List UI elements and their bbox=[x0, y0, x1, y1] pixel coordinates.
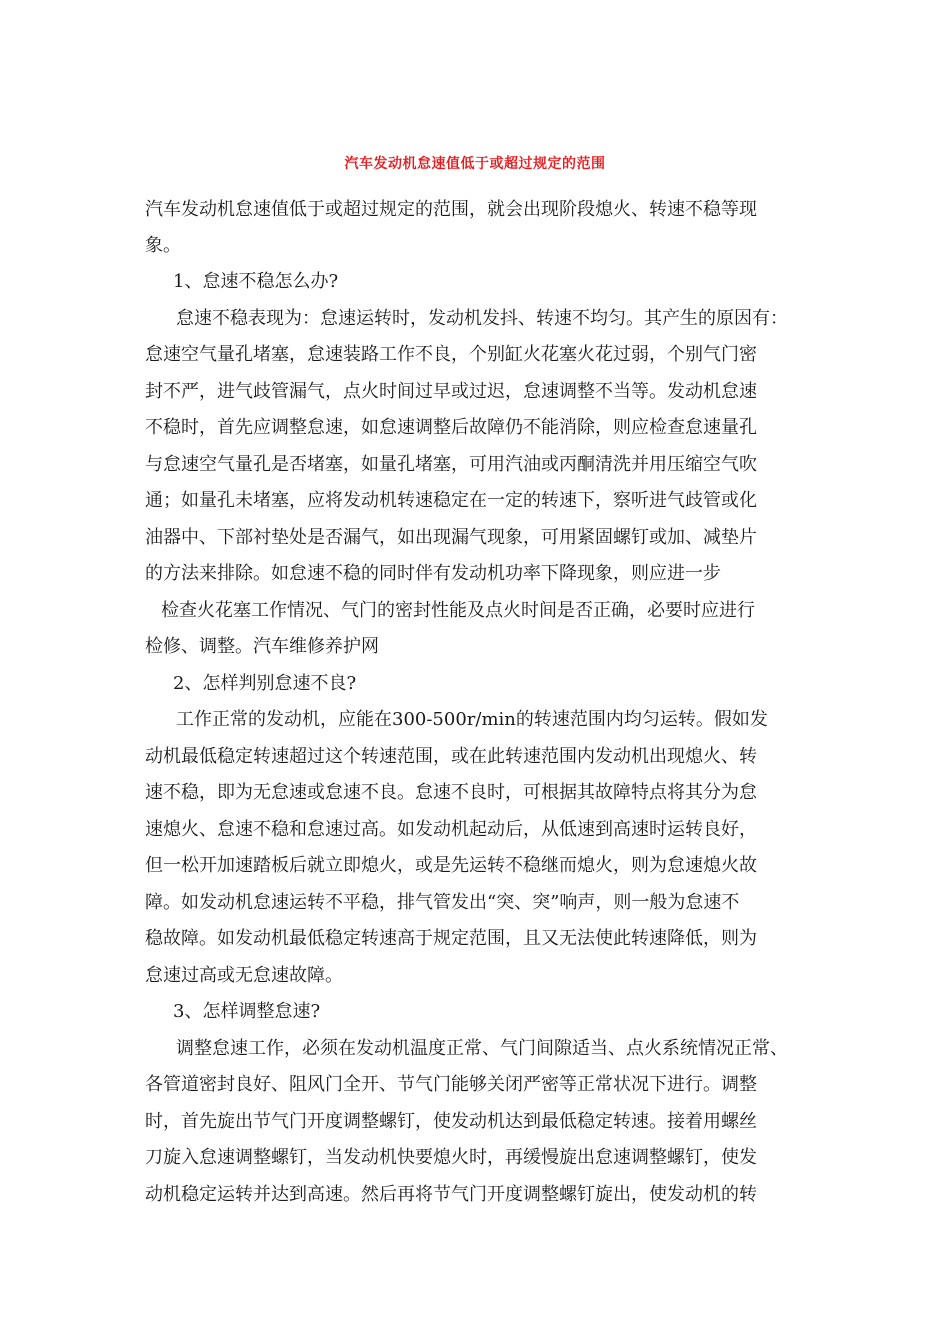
paragraph-line: 不稳时，首先应调整怠速，如怠速调整后故障仍不能消除，则应检查怠速量孔 bbox=[145, 417, 757, 438]
paragraph-line: 通；如量孔未堵塞，应将发动机转速稳定在一定的转速下，察听进气歧管或化 bbox=[145, 490, 757, 511]
paragraph-line: 怠速空气量孔堵塞，怠速装路工作不良，个别缸火花塞火花过弱，个别气门密 bbox=[145, 344, 757, 365]
paragraph-line: 动机稳定运转并达到高速。然后再将节气门开度调整螺钉旋出，使发动机的转 bbox=[145, 1184, 757, 1205]
paragraph-line: 稳故障。如发动机最低稳定转速高于规定范围，且又无法使此转速降低，则为 bbox=[145, 928, 757, 949]
paragraph-line: 与怠速空气量孔是否堵塞，如量孔堵塞，可用汽油或丙酮清洗并用压缩空气吹 bbox=[145, 454, 757, 475]
paragraph-line: 刀旋入怠速调整螺钉，当发动机快要熄火时，再缓慢旋出怠速调整螺钉，使发 bbox=[145, 1147, 757, 1168]
section-heading: 2、怎样判别怠速不良? bbox=[173, 673, 357, 694]
section-heading: 1、怠速不稳怎么办? bbox=[173, 271, 339, 292]
paragraph-line: 时，首先旋出节气门开度调整螺钉，使发动机达到最低稳定转速。接着用螺丝 bbox=[145, 1111, 757, 1132]
paragraph-line: 各管道密封良好、阻风门全开、节气门能够关闭严密等正常状况下进行。调整 bbox=[145, 1074, 757, 1095]
page-title: 汽车发动机怠速值低于或超过规定的范围 bbox=[344, 156, 606, 172]
paragraph-line: 速熄火、怠速不稳和怠速过高。如发动机起动后，从低速到高速时运转良好， bbox=[145, 819, 757, 840]
paragraph-line: 但一松开加速踏板后就立即熄火，或是先运转不稳继而熄火，则为怠速熄火故 bbox=[145, 855, 757, 876]
paragraph-line: 调整怠速工作，必须在发动机温度正常、气门间隙适当、点火系统情况正常、 bbox=[176, 1038, 788, 1059]
section-heading: 3、怎样调整怠速? bbox=[173, 1001, 321, 1022]
paragraph-line: 象。 bbox=[145, 235, 181, 256]
paragraph-line: 的方法来排除。如怠速不稳的同时伴有发动机功率下降现象，则应进一步 bbox=[145, 563, 721, 584]
paragraph-line: 怠速过高或无怠速故障。 bbox=[145, 965, 343, 986]
paragraph-line: 怠速不稳表现为：怠速运转时，发动机发抖、转速不均匀。其产生的原因有： bbox=[176, 308, 788, 329]
paragraph-line: 工作正常的发动机，应能在300-500r/min的转速范围内均匀运转。假如发 bbox=[176, 709, 768, 730]
paragraph-line: 油器中、下部衬垫处是否漏气，如出现漏气现象，可用紧固螺钉或加、减垫片 bbox=[145, 527, 757, 548]
paragraph-line: 障。如发动机怠速运转不平稳，排气管发出“突、突”响声，则一般为怠速不 bbox=[145, 892, 740, 913]
paragraph-line: 速不稳，即为无怠速或怠速不良。怠速不良时，可根据其故障特点将其分为怠 bbox=[145, 782, 757, 803]
paragraph-line: 封不严，进气歧管漏气，点火时间过早或过迟，怠速调整不当等。发动机怠速 bbox=[145, 381, 757, 402]
paragraph-line: 动机最低稳定转速超过这个转速范围，或在此转速范围内发动机出现熄火、转 bbox=[145, 746, 757, 767]
paragraph-line: 检修、调整。汽车维修养护网 bbox=[145, 636, 379, 657]
paragraph-line: 检查火花塞工作情况、气门的密封性能及点火时间是否正确，必要时应进行 bbox=[161, 600, 755, 621]
paragraph-line: 汽车发动机怠速值低于或超过规定的范围，就会出现阶段熄火、转速不稳等现 bbox=[145, 199, 757, 220]
